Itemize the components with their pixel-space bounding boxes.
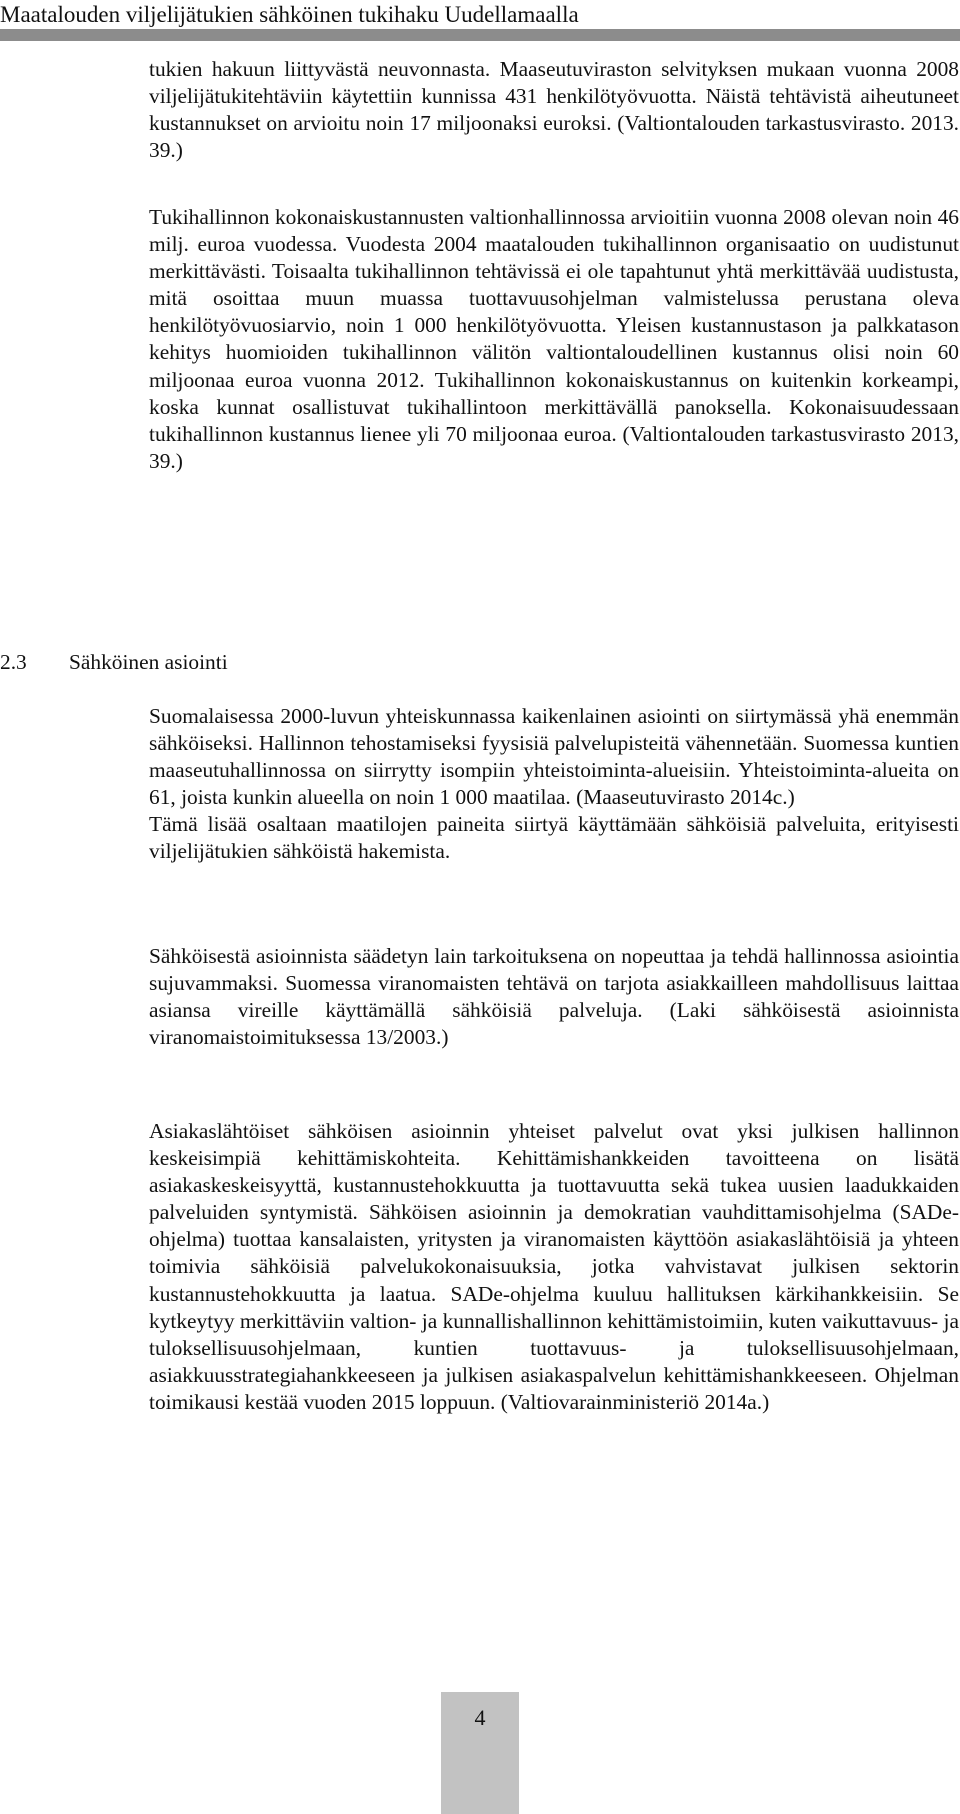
paragraph-administration-costs: [149, 204, 959, 475]
paragraph-support-advisory: [149, 56, 959, 164]
paragraph-text: Sähköisestä asioinnista säädetyn lain tarkoituksena on nopeuttaa ja tehdä hallinnossa asiointia sujuvammaksi. Suomessa viranomaisten tehtävä on tarjota asiakkailleen mahdollisuus laittaa asiansa vireille käyttämällä sähköisiä palveluja. (Laki sähköisestä asioinnista viranomaistoimituksessa 13/2003.): [149, 944, 959, 1050]
paragraph-text: Tämä lisää osaltaan maatilojen paineita siirtyä käyttämään sähköisiä palveluita, erityisesti viljelijätukien sähköistä hakemista.: [149, 812, 959, 864]
section-title: Sähköinen asiointi: [69, 650, 228, 674]
paragraph-sade-programme: [149, 1118, 959, 1416]
section-heading: [0, 649, 228, 676]
section-number: 2.3: [0, 650, 27, 674]
page-number-box: [441, 1692, 519, 1814]
paragraph-text: Asiakaslähtöiset sähköisen asioinnin yhteiset palvelut ovat yksi julkisen hallinnon keskeisimpiä kehittämiskohteita. Kehittämishankkeiden tavoitteena on lisätä asiakaskeskeisyyttä, kustannustehokkuutta ja tuottavuutta sekä tukea uusien laadukkaiden palveluiden syntymistä. Sähköisen asioinnin ja demokratian vauhdittamisohjelma (SADe-ohjelma) tuottaa kansalaisten, yritysten ja viranomaisten käyttöön asiakaslähtöisiä ja yhteen toimivia sähköisiä palvelukokonaisuuksia, jotka vahvistavat julkisen sektorin kustannustehokkuutta ja laatua. SADe-ohjelma kuuluu hallituksen kärkihankkeisiin. Se kytkeytyy merkittäviin valtion- ja kunnallishallinnon kehittämistoimiin, kuten vaikuttavuus- ja tuloksellisuusohjelmaan, kuntien tuottavuus- ja tuloksellisuusohjelmaan, asiakkuusstrategiahankkeeseen ja julkisen asiakaspalvelun kehittämishankkeeseen. Ohjelman toimikausi kestää vuoden 2015 loppuun. (Valtiovarainministeriö 2014a.): [149, 1119, 959, 1414]
document-title: Maatalouden viljelijätukien sähköinen tukihaku Uudellamaalla: [0, 2, 579, 27]
page-number: 4: [474, 1705, 486, 1730]
header-rule: [0, 29, 960, 41]
paragraph-text: tukien hakuun liittyvästä neuvonnasta. Maaseutuviraston selvityksen mukaan vuonna 2008 viljelijätukitehtäviin käytettiin kunnissa 431 henkilötyövuotta. Näistä tehtävistä aiheutuneet kustannukset on arvioitu noin 17 miljoonaksi euroksi. (Valtiontalouden tarkastusvirasto. 2013. 39.): [149, 57, 959, 163]
paragraph-text: Tukihallinnon kokonaiskustannusten valtionhallinnossa arvioitiin vuonna 2008 olevan noin 46 milj. euroa vuodessa. Vuodesta 2004 maatalouden tukihallinnon organisaatio on uudistunut merkittävästi. Toisaalta tukihallinnon tehtävissä ei ole tapahtunut yhtä merkittävää uudistusta, mitä osoittaa muun muassa tuottavuusohjelman valmistelussa perustana oleva henkilötyövuosiarvio, noin 1 000 henkilötyövuotta. Yleisen kustannustason ja palkkatason kehitys huomioiden tukihallinnon välitön valtiontaloudellinen kustannus olisi noin 60 miljoonaa euroa vuonna 2012. Tukihallinnon kokonaiskustannus on kuitenkin korkeampi, koska kunnat osallistuvat tukihallintoon merkittävällä panoksella. Kokonaisuudessaan tukihallinnon kustannus lienee yli 70 miljoonaa euroa. (Valtiontalouden tarkastusvirasto 2013, 39.): [149, 205, 959, 473]
paragraph-electronic-law: [149, 943, 959, 1051]
paragraph-electronic-services: [149, 703, 959, 866]
paragraph-text: Suomalaisessa 2000-luvun yhteiskunnassa kaikenlainen asiointi on siirtymässä yhä enemmän sähköiseksi. Hallinnon tehostamiseksi fyysisiä palvelupisteitä vähennetään. Suomessa kuntien maaseutuhallinnossa on siirrytty isompiin yhteistoiminta-alueisiin. Yhteistoiminta-alueita on 61, joista kunkin alueella on noin 1 000 maatilaa. (Maaseutuvirasto 2014c.): [149, 704, 959, 810]
